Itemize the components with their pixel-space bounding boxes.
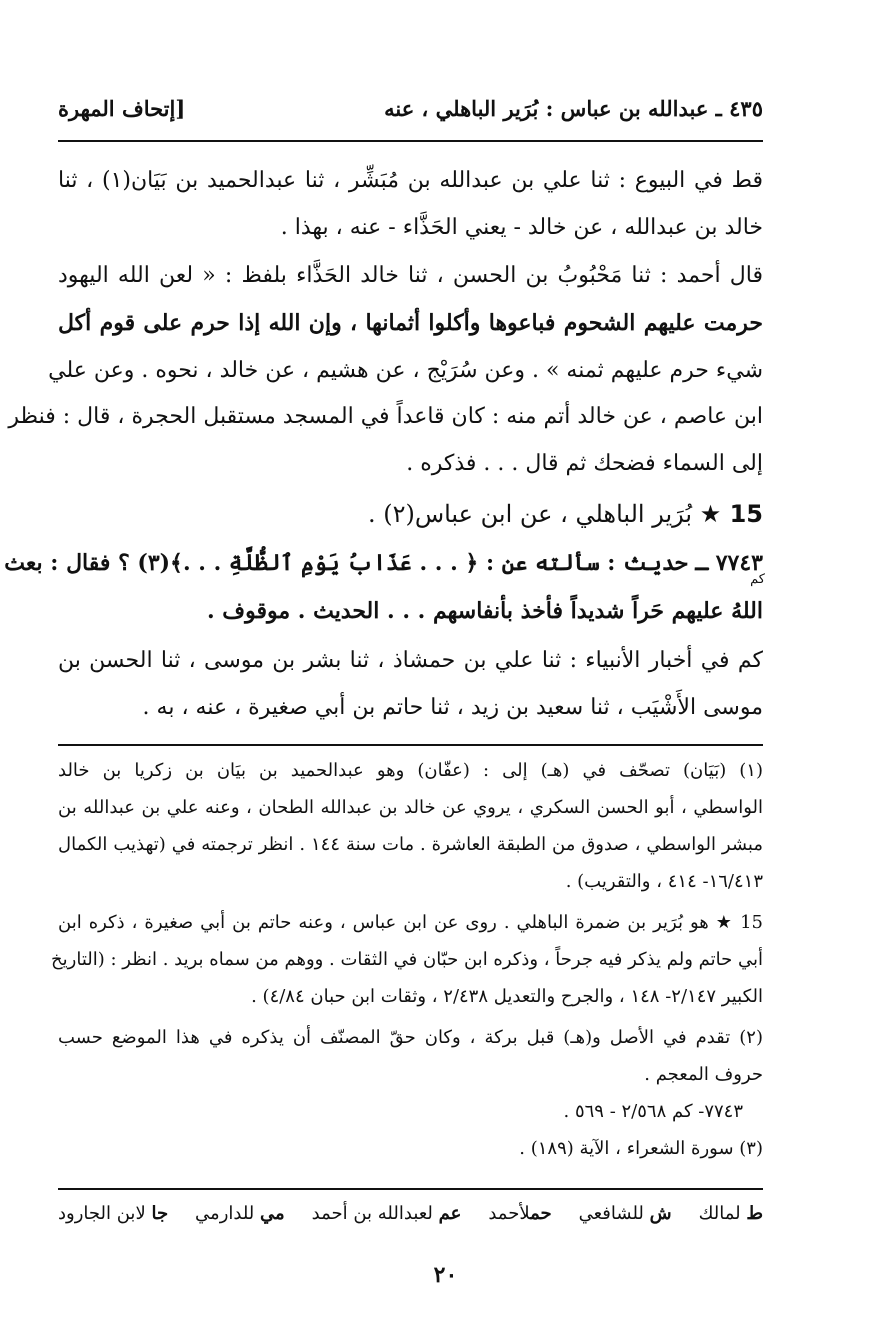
footnote-line: (١) (بَيَان) تصحّف في (هـ) إلى : (عفّان) وهو عبدالحميد بن بيَان بن زكريا بن خالد bbox=[58, 760, 763, 781]
text-line: موسى الأَشْيَب ، ثنا سعيد بن زيد ، ثنا حاتم بن أبي صغيرة ، عنه ، به . bbox=[142, 695, 763, 720]
footnote-rule bbox=[58, 744, 763, 746]
footnotes bbox=[51, 760, 763, 1180]
text-line: حرمت عليهم الشحوم فباعوها وأكلوا أثمانها ، وإن الله إذا حرم على قوم أكل bbox=[58, 310, 763, 336]
text-line: شيء حرم عليهم ثمنه » . وعن سُرَيْج ، عن هشيم ، عن خالد ، نحوه . وعن علي bbox=[48, 358, 763, 383]
entry-title-line bbox=[58, 500, 763, 528]
footnote-line: الواسطي ، أبو الحسن السكري ، يروي عن خالد بن عبدالله الطحان ، وعنه علي بن عبدالله بن bbox=[58, 797, 763, 818]
page-number: ٢٠ bbox=[433, 1262, 458, 1288]
abbreviation-item: جا لابن الجارود bbox=[58, 1203, 169, 1224]
abbreviation-rule bbox=[58, 1188, 763, 1190]
header-book-name: [إتحاف المهرة bbox=[58, 95, 186, 121]
hadith-line: ٧٧٤٣ ـ حديث : سألته عن : ﴿ . . . عَذَابُ يَوْمِ ٱلظُّلَّةِ . . .﴾(٣) ؟ فقال : بعث bbox=[4, 550, 763, 576]
header-rule bbox=[58, 140, 763, 142]
abbreviation-key bbox=[58, 1203, 763, 1224]
text-line: كم في أخبار الأنبياء : ثنا علي بن حمشاذ ، ثنا بشر بن موسى ، ثنا الحسن بن bbox=[58, 648, 763, 673]
km-marker: كم bbox=[750, 572, 765, 587]
abbreviation-item: ط لمالك bbox=[698, 1203, 763, 1224]
footnote-line: الكبير ٢/١٤٧- ١٤٨ ، والجرح والتعديل ٢/٤٣٨ ، وثقات ابن حبان ٤/٨٤) . bbox=[251, 986, 763, 1007]
footnote-line: حروف المعجم . bbox=[644, 1064, 763, 1085]
footnote-line: 15 ★ هو بُرَير بن ضمرة الباهلي . روى عن ابن عباس ، وعنه حاتم بن أبي صغيرة ، ذكره ابن bbox=[58, 912, 763, 933]
abbreviation-item: حملأحمد bbox=[488, 1203, 552, 1224]
footnote-line: أبي حاتم ولم يذكر فيه جرحاً ، وذكره ابن حبّان في الثقات . ووهم من سماه بريد . انظر : (التاريخ bbox=[51, 949, 763, 970]
entry-title: بُرَير الباهلي ، عن ابن عباس(٢) . bbox=[367, 500, 693, 528]
main-text bbox=[4, 160, 765, 720]
text-line: إلى السماء فضحك ثم قال . . . فذكره . bbox=[406, 451, 763, 476]
text-line: خالد بن عبدالله ، عن خالد - يعني الحَذَّاء - عنه ، بهذا . bbox=[280, 215, 763, 240]
hadith-line: اللهُ عليهم حَراً شديداً فأخذ بأنفاسهم . . . الحديث . موقوف . bbox=[206, 598, 763, 624]
footnote-line: (٢) تقدم في الأصل و(هـ) قبل بركة ، وكان حقّ المصنّف أن يذكره في هذا الموضع حسب bbox=[58, 1027, 763, 1048]
footnote-line: مبشر الواسطي ، صدوق من الطبقة العاشرة . مات سنة ١٤٤ . انظر ترجمته في (تهذيب الكمال bbox=[58, 834, 763, 855]
footnote-line: ٧٧٤٣- كم ٢/٥٦٨ - ٥٦٩ . bbox=[563, 1101, 743, 1122]
abbreviation-item: ش للشافعي bbox=[578, 1203, 672, 1224]
abbreviation-item: مي للدارمي bbox=[195, 1203, 285, 1224]
text-line: قال أحمد : ثنا مَحْبُوبُ بن الحسن ، ثنا خالد الحَذَّاء بلفظ : « لعن الله اليهود bbox=[58, 263, 763, 288]
header-title: ٤٣٥ ـ عبدالله بن عباس : بُرَير الباهلي ، عنه bbox=[384, 95, 763, 121]
text-line: قط في البيوع : ثنا علي بن عبدالله بن مُبَشِّر ، ثنا عبدالحميد بن بَيَان(١) ، ثنا bbox=[58, 168, 763, 193]
text-line: ابن عاصم ، عن خالد أتم منه : كان قاعداً في المسجد مستقبل الحجرة ، قال : فنظر bbox=[8, 404, 763, 429]
footnote-line: (٣) سورة الشعراء ، الآية (١٨٩) . bbox=[519, 1138, 763, 1159]
abbreviation-item: عم لعبدالله بن أحمد bbox=[311, 1203, 462, 1224]
entry-star-number: 15 ★ bbox=[699, 500, 763, 528]
running-header bbox=[58, 88, 763, 128]
footnote-line: ١٦/٤١٣- ٤١٤ ، والتقريب) . bbox=[565, 871, 763, 892]
